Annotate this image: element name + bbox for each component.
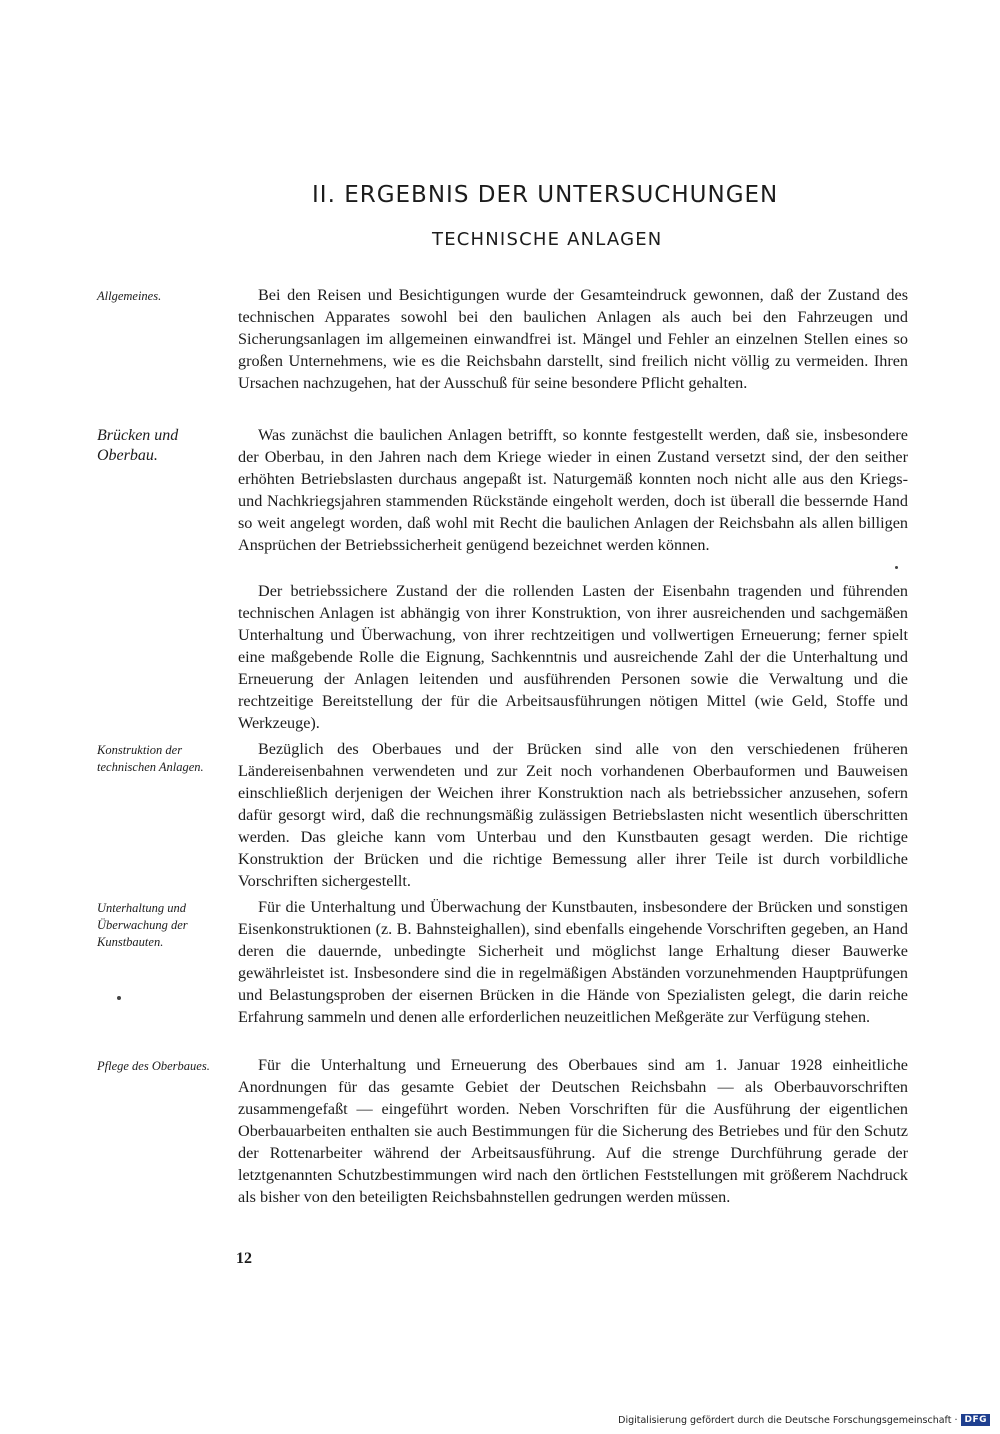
chapter-title: II. ERGEBNIS DER UNTERSUCHUNGEN — [312, 182, 779, 208]
paragraph: Der betriebssichere Zustand der die rollenden Lasten der Eisenbahn tragenden und führenden technischen Anlagen ist abhängig von ihrer Konstruktion, von ihrer ausreichenden und sachgemäßen Unterhaltung und Überwachung, von ihrer rechtzeitigen und vollwertigen Erneuerung; ferner spielt eine maßgebende Rolle die Eignung, Sachkenntnis und ausreichende Zahl der die Unterhaltung und Erneuerung der Anlagen leitenden und ausführenden Personen sowie die Verwaltung und die rechtzeitige Bereitstellung der für die Arbeitsausführungen nötigen Mittel (wie Geld, Stoffe und Werkzeuge). — [238, 582, 908, 732]
paragraph: Bezüglich des Oberbaues und der Brücken sind alle von den verschiedenen früheren Ländereisenbahnen verwendeten und zur Zeit noch vorhandenen Oberbauformen und Bauweisen einschließlich derjenigen der Weichen ihrer Konstruktion nach als betriebssicher anzusehen, sofern dafür gesorgt wird, daß die rechnungsmäßig zulässigen Betriebslasten nicht wesentlich überschritten werden. Das gleiche kann vom Unterbau und den Kunstbauten gesagt werden. Die richtige Konstruktion der Brücken und die richtige Bemessung aller ihrer Teile ist durch vorbildliche Vorschriften sichergestellt. — [238, 740, 908, 890]
footer-text: Digitalisierung gefördert durch die Deutsche Forschungsgemeinschaft · — [618, 1414, 958, 1426]
marginal-note: Unterhaltung und Überwachung der Kunstbauten. — [97, 901, 188, 949]
dfg-logo: DFG — [961, 1414, 990, 1426]
paragraph: Für die Unterhaltung und Erneuerung des Oberbaues sind am 1. Januar 1928 einheitliche Anordnungen für das gesamte Gebiet der Deutschen Reichsbahn — als Oberbauvorschriften zusammengefaßt — eingeführt worden. Neben Vorschriften für die Ausführung der eigentlichen Oberbauarbeiten enthalten sie auch Bestimmungen für die Sicherung des Betriebes und für den Schutz der Rottenarbeiter während der Arbeitsausführung. Auf die strenge Durchführung gerade der letztgenannten Schutzbestimmungen wird nach den örtlichen Feststellungen mit größerem Nachdruck als bisher von den beteiligten Reichsbahnstellen gedrungen werden müssen. — [238, 1056, 908, 1206]
page-number: 12 — [236, 1250, 252, 1267]
marginal-note: Brücken und Oberbau. — [97, 427, 179, 464]
scan-speck — [117, 996, 121, 1000]
scan-speck — [895, 566, 898, 569]
marginal-note: Pflege des Oberbaues. — [97, 1059, 210, 1073]
marginal-note: Konstruktion der technischen Anlagen. — [97, 743, 204, 774]
section-subtitle: TECHNISCHE ANLAGEN — [432, 229, 663, 250]
paragraph: Für die Unterhaltung und Überwachung der Kunstbauten, insbesondere der Brücken und sonstigen Eisenkonstruktionen (z. B. Bahnsteighallen), sind ebenfalls eingehende Vorschriften gegeben, an Hand deren die dauernde, unbedingte Sicherheit und möglichst lange Erhaltung dieser Bauwerke gewährleistet ist. Insbesondere sind die in regelmäßigen Abständen vorzunehmenden Hauptprüfungen und Belastungsproben der eisernen Brücken in die Hände von Spezialisten gelegt, die darin reiche Erfahrung sammeln und denen alle erforderlichen neuzeitlichen Meßgeräte zur Verfügung stehen. — [238, 898, 908, 1026]
paragraph: Bei den Reisen und Besichtigungen wurde der Gesamteindruck gewonnen, daß der Zustand des technischen Apparates sowohl bei den baulichen Anlagen als auch bei den Fahrzeugen und Sicherungsanlagen im allgemeinen einwandfrei ist. Mängel und Fehler an einzelnen Stellen eines so großen Unternehmens, wie es die Reichsbahn darstellt, sind freilich nicht völlig zu vermeiden. Ihren Ursachen nachzugehen, hat der Ausschuß für seine besondere Pflicht gehalten. — [238, 286, 908, 392]
paragraph: Was zunächst die baulichen Anlagen betrifft, so konnte festgestellt werden, daß sie, insbesondere der Oberbau, in den Jahren nach dem Kriege wieder in einen Zustand versetzt sind, der den seither erhöhten Betriebslasten durchaus angepaßt ist. Naturgemäß konnten noch nicht alle aus den Kriegs- und Nachkriegsjahren stammenden Rückstände eingeholt werden, doch ist überall die bessernde Hand so weit angelegt worden, daß wohl mit Recht die baulichen Anlagen der Reichsbahn als allen billigen Ansprüchen der Betriebssicherheit genügend bezeichnet werden können. — [238, 426, 908, 554]
footer-credit — [618, 1414, 990, 1426]
marginal-note: Allgemeines. — [97, 289, 162, 303]
